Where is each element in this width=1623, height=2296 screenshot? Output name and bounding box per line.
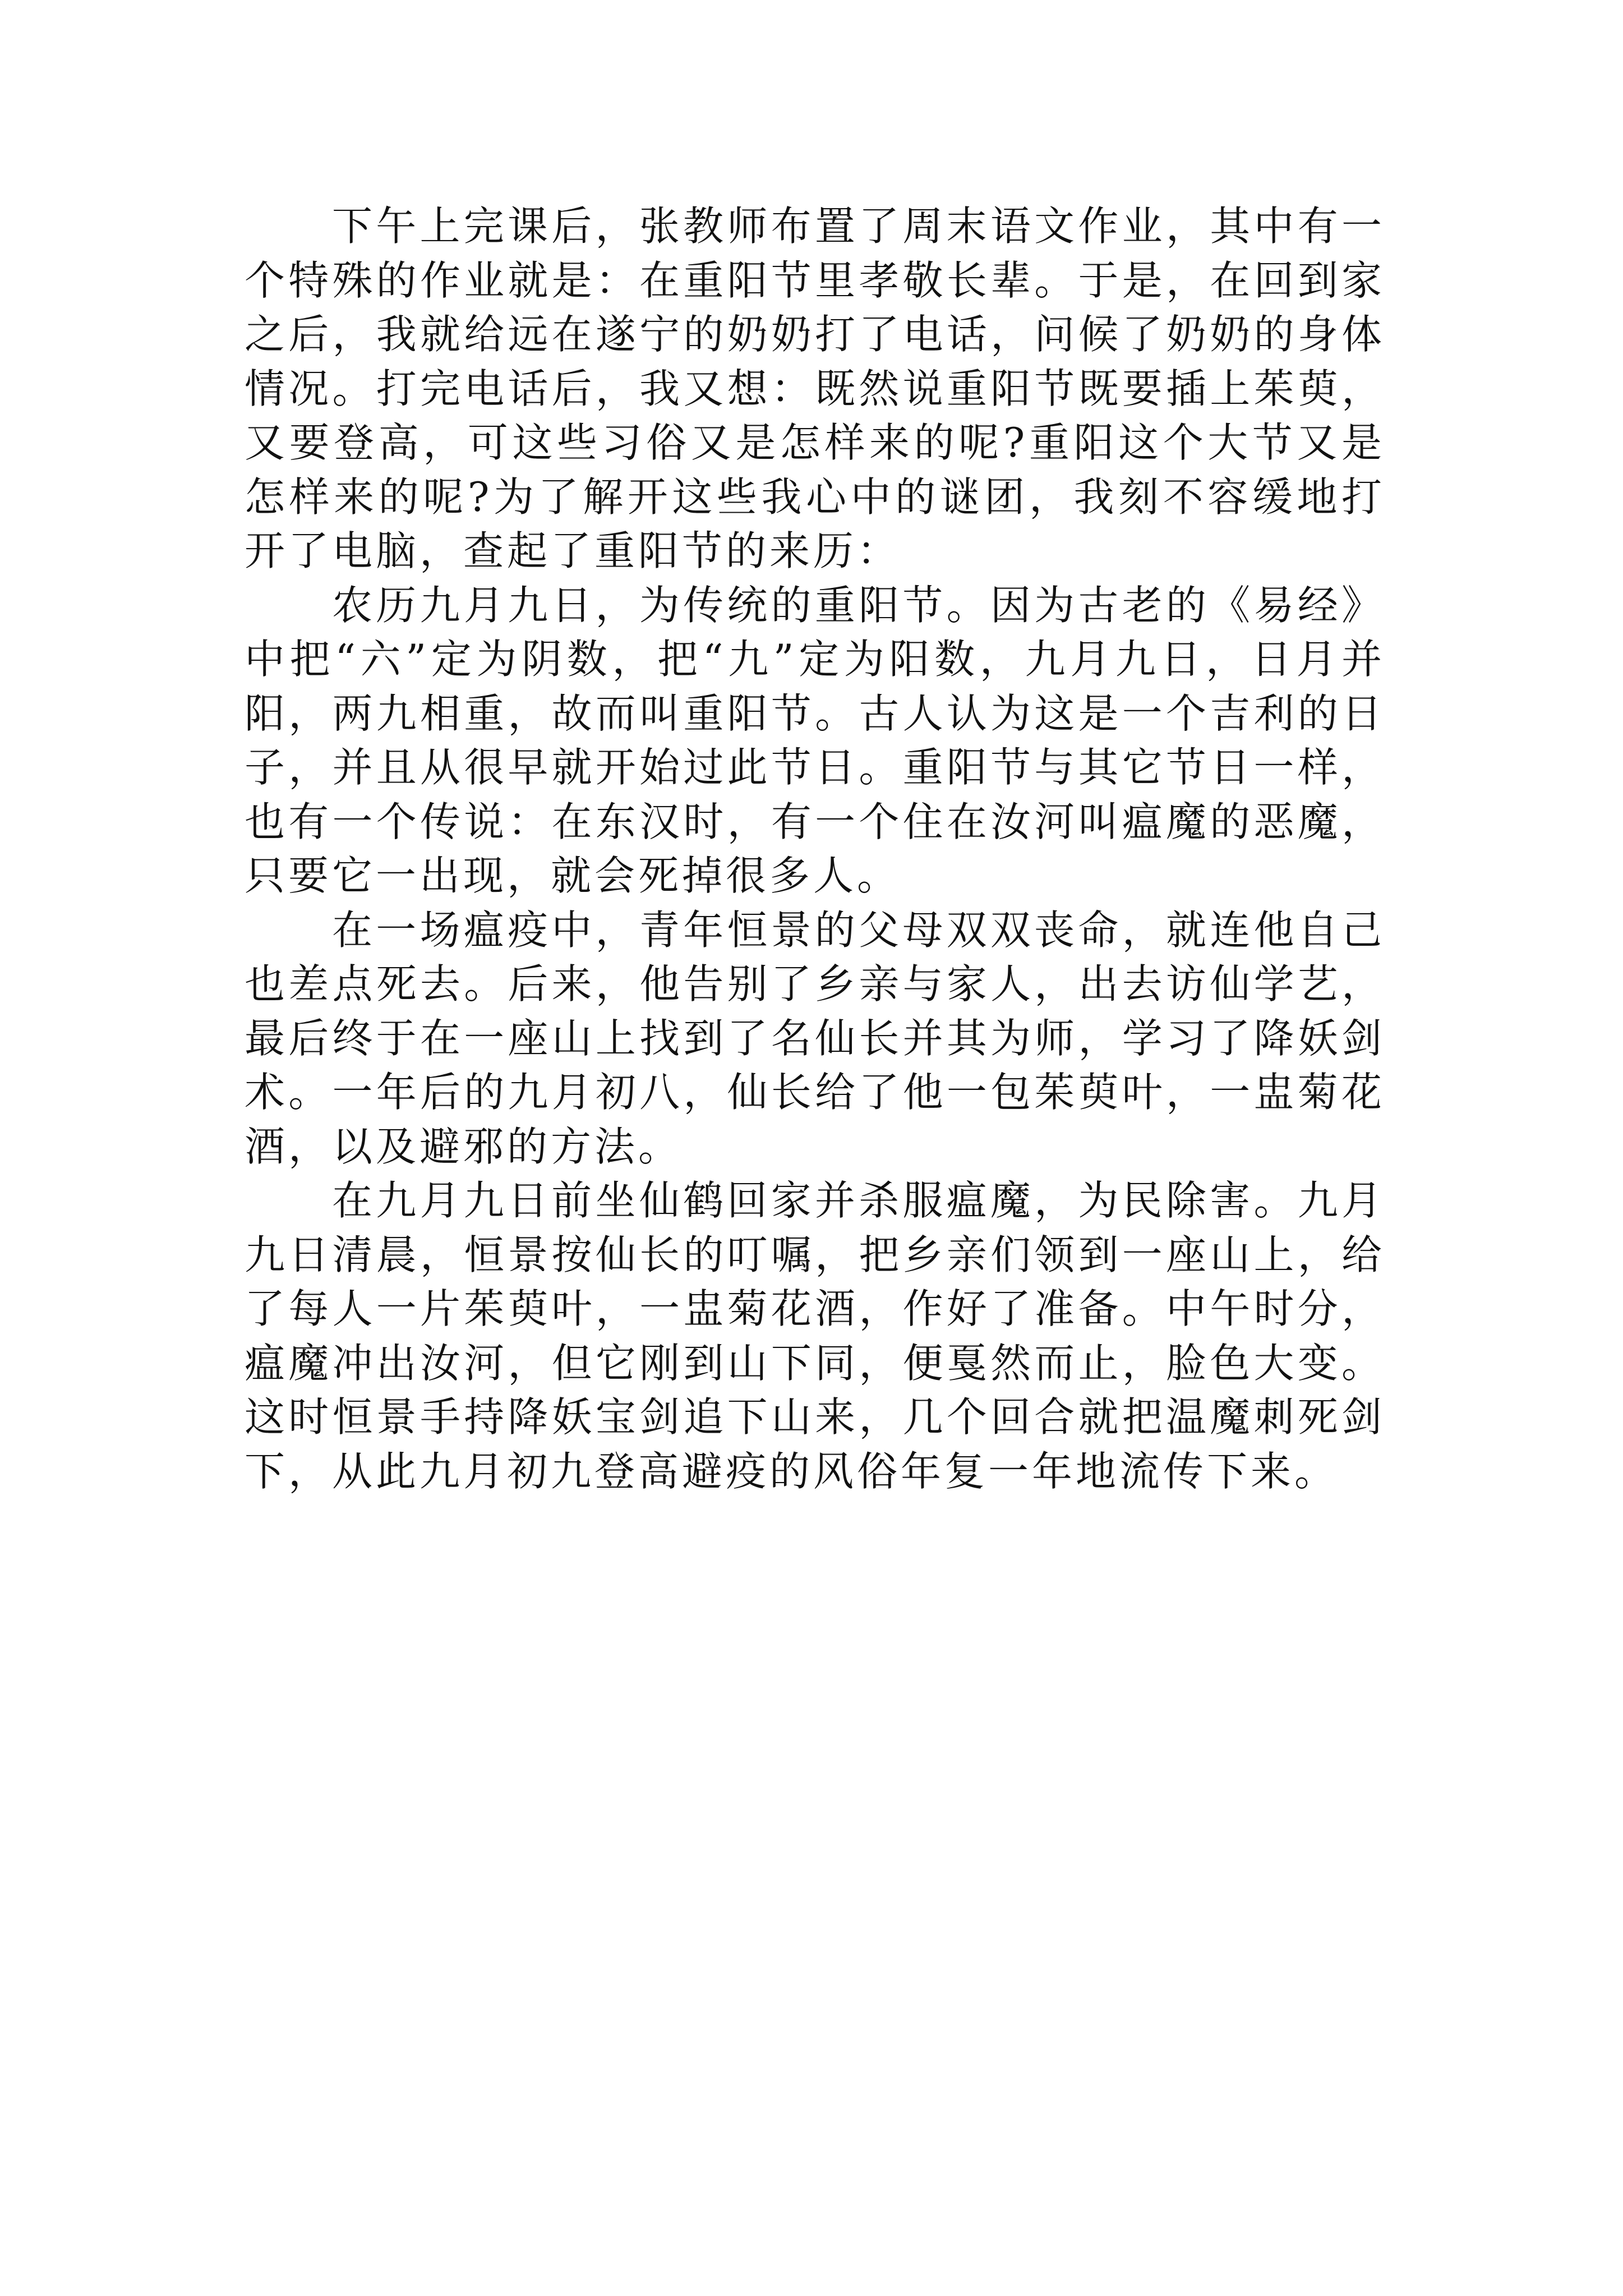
paragraph-hengjing: 在一场瘟疫中，青年恒景的父母双双丧命，就连他自己也差点死去。后来，他告别了乡亲与家人，出去访仙学艺，最后终于在一座山上找到了名仙长并其为师，学习了降妖剑术。一年后的九月初八，仙长给了他一包茱萸叶，一盅菊花酒，以及避邪的方法。 <box>245 906 1385 1170</box>
paragraph-homework: 下午上完课后，张教师布置了周末语文作业，其中有一个特殊的作业就是：在重阳节里孝敬长辈。于是，在回到家之后，我就给远在遂宁的奶奶打了电话，问候了奶奶的身体情况。打完电话后，我又想：既然说重阳节既要插上茱萸，又要登高，可这些习俗又是怎样来的呢?重阳这个大节又是怎样来的呢?为了解开这些我心中的谜团，我刻不容缓地打开了电脑，查起了重阳节的来历： <box>245 203 1385 574</box>
document-body <box>245 199 1385 1498</box>
paragraph-origin: 农历九月九日，为传统的重阳节。因为古老的《易经》中把“六”定为阴数，把“九”定为阳数，九月九日，日月并阳，两九相重，故而叫重阳节。古人认为这是一个吉利的日子，并且从很早就开始过此节日。重阳节与其它节日一样，也有一个传说：在东汉时，有一个住在汝河叫瘟魔的恶魔，只要它一出现，就会死掉很多人。 <box>245 581 1385 899</box>
paragraph-legend-end: 在九月九日前坐仙鹤回家并杀服瘟魔，为民除害。九月九日清晨，恒景按仙长的叮嘱，把乡亲们领到一座山上，给了每人一片茱萸叶，一盅菊花酒，作好了准备。中午时分，瘟魔冲出汝河，但它刚到山下同，便戛然而止，脸色大变。这时恒景手持降妖宝剑追下山来，几个回合就把温魔刺死剑下，从此九月初九登高避疫的风俗年复一年地流传下来。 <box>245 1177 1385 1495</box>
